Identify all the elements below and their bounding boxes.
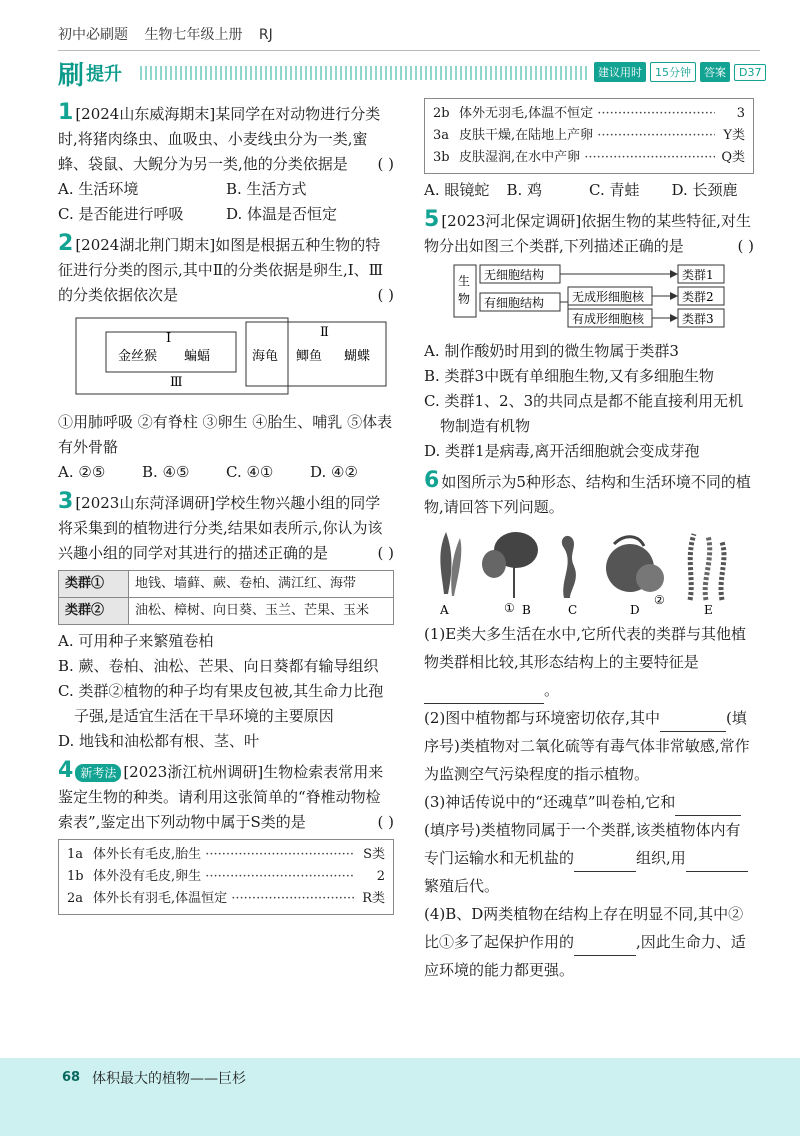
left-column xyxy=(58,100,394,915)
q5-option-b[interactable]: B. 类群3中既有单细胞生物,又有多细胞生物 xyxy=(424,367,714,385)
plant-label-a: A xyxy=(440,603,449,616)
q3-option-d[interactable]: D. 地钱和油松都有根、茎、叶 xyxy=(58,732,260,750)
table-header-cell: 类群② xyxy=(59,598,129,625)
q6-text: 如图所示为5种形态、结构和生活环境不同的植物,请回答下列问题。 xyxy=(424,473,751,516)
q4-number: 4 xyxy=(58,758,74,783)
question-6 xyxy=(424,468,754,984)
time-label: 建议用时 xyxy=(594,62,646,82)
key-text: 体外无羽毛,体温不恒定 ····· xyxy=(459,103,715,125)
key-code: 2a xyxy=(67,891,84,906)
key-result: S类 xyxy=(363,847,385,862)
q5-options xyxy=(424,339,754,464)
q1-answer-paren: ( ) xyxy=(377,155,394,173)
running-header xyxy=(58,24,285,44)
table-row xyxy=(59,598,394,625)
question-4-continued xyxy=(424,98,754,203)
table-header-cell: 类群① xyxy=(59,571,129,598)
q2-stem: ①用肺呼吸 ②有脊柱 ③卵生 ④胎生、哺乳 ⑤体表有外骨骼 xyxy=(58,413,393,456)
key-row xyxy=(67,888,385,910)
q6-sub-questions xyxy=(424,620,754,984)
q4-options xyxy=(424,178,754,203)
q5-answer-paren: ( ) xyxy=(737,237,754,255)
key-code: 2b xyxy=(433,106,450,121)
q1-option-c[interactable]: C. 是否能进行呼吸 xyxy=(58,205,184,223)
q2-option-c[interactable]: C. ④① xyxy=(226,463,274,481)
plant-label-e: E xyxy=(704,603,713,616)
diagram-animal-e: 蝴蝶 xyxy=(344,349,371,364)
q6-blank-2[interactable] xyxy=(660,714,726,732)
key-text: 皮肤湿润,在水中产卵 ····· xyxy=(459,147,715,169)
q6-plant-illustration xyxy=(424,524,754,616)
q1-source: [2024山东威海期末] xyxy=(75,105,216,123)
diagram-animal-a: 金丝猴 xyxy=(118,349,158,364)
plant-e-seaweed-icon xyxy=(690,534,724,600)
plant-mark-2: ② xyxy=(654,593,665,607)
diagram-node-2: 有细胞结构 xyxy=(484,296,545,310)
q1-number: 1 xyxy=(58,100,74,125)
key-code: 1a xyxy=(67,847,84,862)
q4-text: 生物检索表常用来鉴定生物的种类。请利用这张简单的“脊椎动物检索表”,鉴定出下列动物中属于S类的是 xyxy=(58,763,384,831)
q5-option-c[interactable]: C. 类群1、2、3的共同点是都不能直接利用无机物制造有机物 xyxy=(424,392,744,435)
diagram-animal-b: 蝙蝠 xyxy=(184,349,211,364)
q6-number: 6 xyxy=(424,468,440,493)
section-title: 提升 xyxy=(86,64,123,85)
q2-option-a[interactable]: A. ②⑤ xyxy=(58,463,106,481)
q6-sub4 xyxy=(424,900,754,984)
question-4 xyxy=(58,758,394,915)
q2-options xyxy=(58,460,394,485)
q3-table xyxy=(58,570,394,625)
diagram-node-1: 无细胞结构 xyxy=(484,268,545,282)
key-row xyxy=(433,125,745,147)
q6-sub4-text: (4)B、D两类植物在结构上存在明显不同,其中②比①多了起保护作用的 xyxy=(424,905,744,951)
q6-sub3-mid2: 组织,用 xyxy=(636,849,686,867)
q2-answer-paren: ( ) xyxy=(377,286,394,304)
diagram-animal-c: 海龟 xyxy=(252,349,279,364)
key-row xyxy=(433,147,745,169)
key-text: 体外长有羽毛,体温恒定 ····· xyxy=(93,888,355,910)
q3-option-b[interactable]: B. 蕨、卷柏、油松、芒果、向日葵都有输导组织 xyxy=(58,657,379,675)
q6-sub3 xyxy=(424,788,754,900)
q5-number: 5 xyxy=(424,207,440,232)
question-3 xyxy=(58,489,394,754)
q2-classification-diagram xyxy=(58,314,394,404)
plant-a-fern-icon xyxy=(440,532,461,596)
page-footer xyxy=(0,1058,800,1136)
key-code: 3b xyxy=(433,150,450,165)
diagram-label-i: Ⅰ xyxy=(166,331,172,346)
q6-blank-6[interactable] xyxy=(574,938,636,956)
key-code: 3a xyxy=(433,128,450,143)
q6-sub2-end: (填序号)类植物对二氧化硫等有毒气体非常敏感,常作为监测空气污染程度的指示植物。 xyxy=(424,709,750,783)
q6-sub3-text: (3)神话传说中的“还魂草”叫卷柏,它和 xyxy=(424,793,676,811)
diagram-group-1: 类群1 xyxy=(682,268,714,282)
q1-options xyxy=(58,177,394,227)
q6-sub2 xyxy=(424,704,754,788)
q1-text: 某同学在对动物进行分类时,将猪肉绦虫、血吸虫、小麦线虫分为一类,蜜蜂、袋鼠、大鲵分为另一类,他的分类依据是 xyxy=(58,105,381,173)
q3-text: 学校生物兴趣小组的同学将采集到的植物进行分类,结果如表所示,你认为该兴趣小组的同学对其进行的描述正确的是 xyxy=(58,494,383,562)
q2-number: 2 xyxy=(58,231,74,256)
table-row xyxy=(59,571,394,598)
diagram-animal-d: 鲫鱼 xyxy=(296,349,323,364)
q5-source: [2023河北保定调研] xyxy=(441,212,582,230)
q6-blank-1[interactable] xyxy=(424,686,544,704)
time-box xyxy=(594,62,766,82)
diagram-group-2: 类群2 xyxy=(682,290,714,304)
key-text: 体外长有毛皮,胎生 ····· xyxy=(93,844,355,866)
diagram-root-2: 物 xyxy=(458,292,471,306)
q6-sub1-text: (1)E类大多生活在水中,它所代表的类群与其他植物类群相比较,其形态结构上的主要特征是 xyxy=(424,625,746,671)
diagram-label-ii: Ⅱ xyxy=(320,325,329,340)
q6-blank-5[interactable] xyxy=(686,854,748,872)
q2-option-b[interactable]: B. ④⑤ xyxy=(142,463,190,481)
decorative-stripe xyxy=(140,66,590,80)
page-number: 68 xyxy=(62,1070,81,1085)
q1-option-b[interactable]: B. 生活方式 xyxy=(226,180,307,198)
diagram-node-3: 无成形细胞核 xyxy=(572,290,645,304)
table-cell: 地钱、墙藓、蕨、卷柏、满江红、海带 xyxy=(129,571,394,598)
q4-key-part1 xyxy=(58,839,394,915)
key-text: 皮肤干燥,在陆地上产卵 ····· xyxy=(459,125,715,147)
plant-label-c: C xyxy=(568,603,578,616)
key-code: 1b xyxy=(67,869,84,884)
q4-option-a[interactable]: A. 眼镜蛇 xyxy=(424,181,490,199)
footer-tip: 体积最大的植物——巨杉 xyxy=(92,1071,246,1087)
diagram-group-3: 类群3 xyxy=(682,312,714,326)
time-value: 15分钟 xyxy=(650,62,696,82)
key-row xyxy=(433,103,745,125)
section-badge xyxy=(58,58,123,91)
q4-option-c[interactable]: C. 青蛙 xyxy=(589,181,640,199)
q2-option-d[interactable]: D. ④② xyxy=(310,463,358,481)
plant-c-selaginella-icon xyxy=(562,536,576,598)
key-result: R类 xyxy=(362,891,385,906)
q4-new-tag: 新考法 xyxy=(75,764,121,782)
q4-option-b[interactable]: B. 鸡 xyxy=(506,181,543,199)
q1-option-d[interactable]: D. 体温是否恒定 xyxy=(226,205,338,223)
question-1 xyxy=(58,100,394,227)
q6-sub1-end: 。 xyxy=(544,681,560,699)
plant-b-moss-icon xyxy=(482,532,538,598)
plant-label-d: D xyxy=(630,603,640,616)
subject: 生物七年级上册 xyxy=(144,27,243,43)
header-divider xyxy=(58,50,760,51)
q4-source: [2023浙江杭州调研] xyxy=(123,763,264,781)
right-column xyxy=(424,98,754,984)
q6-sub3-end: 繁殖后代。 xyxy=(424,877,500,895)
plant-d-fruit-plant-icon xyxy=(606,537,664,592)
plant-mark-1: ① xyxy=(504,601,515,615)
section-big-char: 刷 xyxy=(58,60,85,91)
q3-option-a[interactable]: A. 可用种子来繁殖卷柏 xyxy=(58,632,214,650)
question-5 xyxy=(424,207,754,464)
q3-options xyxy=(58,629,394,754)
q4-answer-paren: ( ) xyxy=(377,813,394,831)
q5-option-a[interactable]: A. 制作酸奶时用到的微生物属于类群3 xyxy=(424,342,679,360)
question-2 xyxy=(58,231,394,485)
q3-number: 3 xyxy=(58,489,74,514)
q6-sub3-mid: (填序号)类植物同属于一个类群,该类植物体内有专门运输水和无机盐的 xyxy=(424,821,741,867)
key-result: 2 xyxy=(376,869,385,884)
q5-classification-diagram xyxy=(424,261,754,335)
key-result: 3 xyxy=(736,106,745,121)
key-result: Q类 xyxy=(721,150,745,165)
edition: RJ xyxy=(258,27,273,43)
q3-option-c[interactable]: C. 类群②植物的种子均有果皮包被,其生命力比孢子强,是适宜生活在干旱环境的主要原因 xyxy=(58,682,384,725)
q2-text: 如图是根据五种生物的特征进行分类的图示,其中Ⅱ的分类依据是卵生,Ⅰ、Ⅲ的分类依据依次是 xyxy=(58,236,384,304)
q6-blank-4[interactable] xyxy=(574,854,636,872)
diagram-label-iii: Ⅲ xyxy=(170,375,183,390)
answer-label: 答案 xyxy=(700,62,730,82)
q6-blank-3[interactable] xyxy=(675,798,741,816)
q3-answer-paren: ( ) xyxy=(377,544,394,562)
q3-source: [2023山东菏泽调研] xyxy=(75,494,216,512)
q6-sub1 xyxy=(424,620,754,704)
table-cell: 油松、樟树、向日葵、玉兰、芒果、玉米 xyxy=(129,598,394,625)
answer-page: D37 xyxy=(734,64,766,81)
key-text: 体外没有毛皮,卵生 ····· xyxy=(93,866,355,888)
key-result: Y类 xyxy=(723,128,745,143)
key-row xyxy=(67,866,385,888)
q6-sub4-end: ,因此生命力、适应环境的能力都更强。 xyxy=(424,933,746,979)
q6-sub2-text: (2)图中植物都与环境密切依存,其中 xyxy=(424,709,661,727)
diagram-root: 生 xyxy=(458,274,471,288)
diagram-node-4: 有成形细胞核 xyxy=(572,312,645,326)
plant-label-b: B xyxy=(522,603,531,616)
q4-option-d[interactable]: D. 长颈鹿 xyxy=(671,181,738,199)
q1-option-a[interactable]: A. 生活环境 xyxy=(58,180,139,198)
q2-source: [2024湖北荆门期末] xyxy=(75,236,216,254)
book-title: 初中必刷题 xyxy=(58,27,128,43)
q5-option-d[interactable]: D. 类群1是病毒,离开活细胞就会变成芽孢 xyxy=(424,442,700,460)
q5-text: 依据生物的某些特征,对生物分出如图三个类群,下列描述正确的是 xyxy=(424,212,751,255)
q4-key-part2 xyxy=(424,98,754,174)
key-row xyxy=(67,844,385,866)
